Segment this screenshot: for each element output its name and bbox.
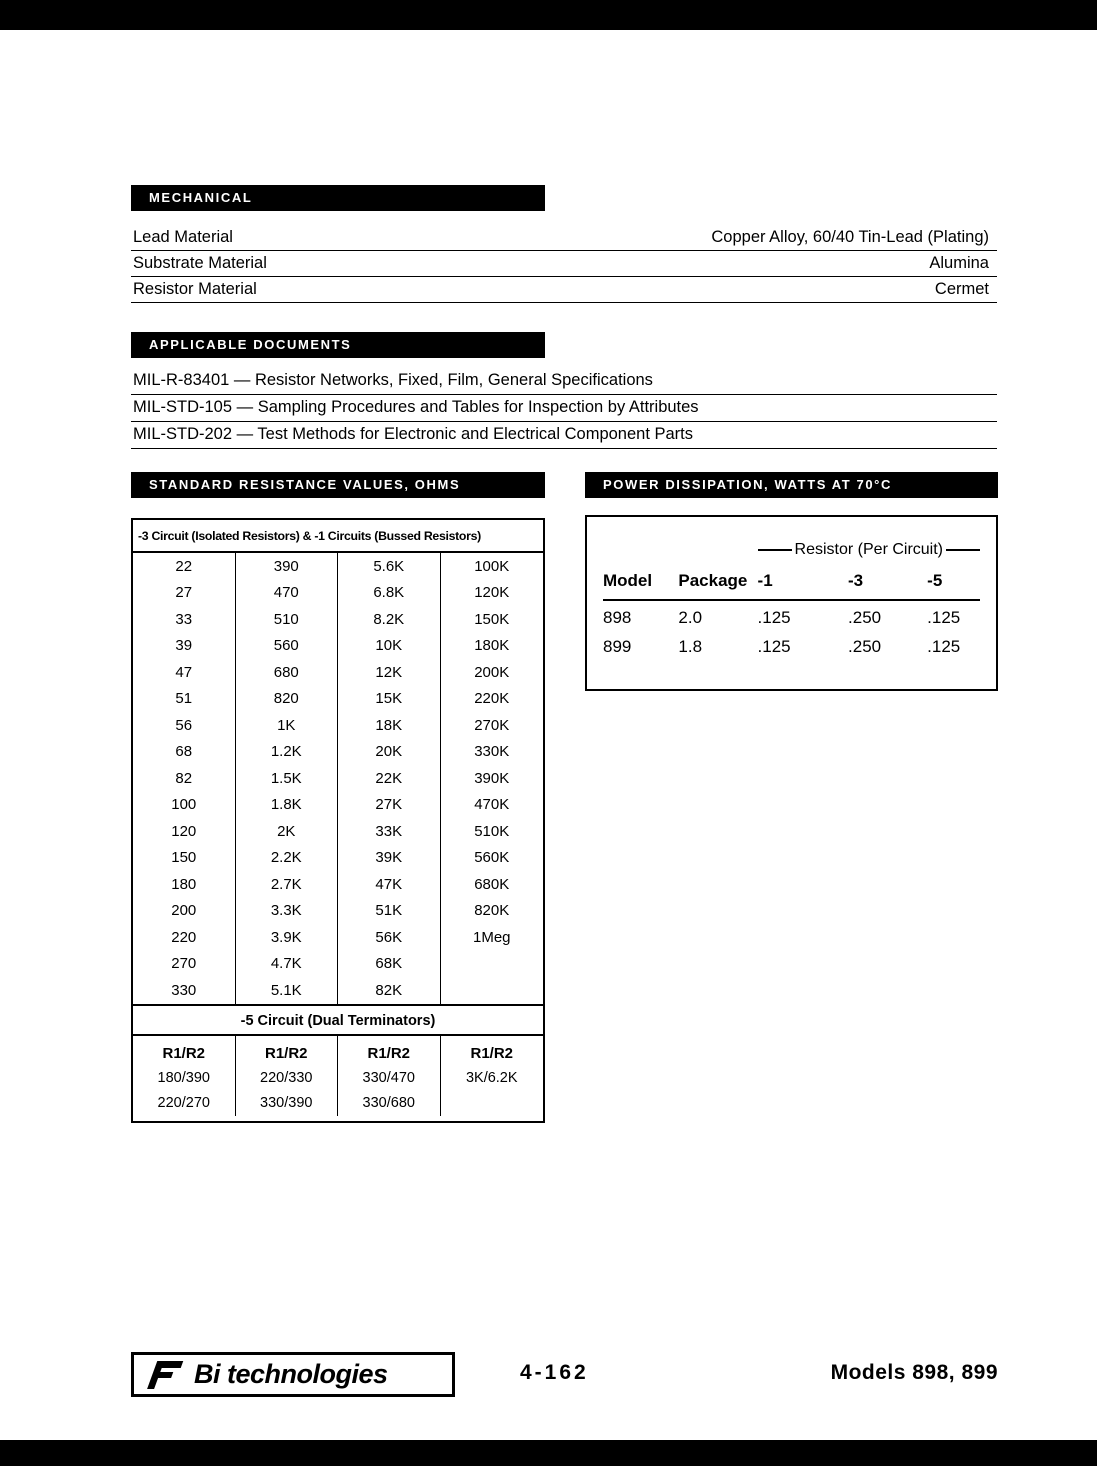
resistance-value: 680: [236, 659, 339, 686]
resistance-value: 3.9K: [236, 924, 339, 951]
resistance-value: 15K: [338, 686, 441, 713]
resistance-value: 560K: [474, 849, 510, 867]
bottom-rule-bar: [0, 1440, 1097, 1466]
power-dissipation-table: [585, 515, 998, 691]
resistance-value: 12K: [338, 659, 441, 686]
resistance-value: 100: [133, 792, 236, 819]
power-column-header: -5: [927, 569, 980, 600]
resistance-value: 820: [236, 686, 339, 713]
resistance-value: 680K: [474, 875, 510, 893]
power-group-header-row: [603, 541, 980, 569]
resistance-value: 51K: [338, 898, 441, 925]
resistance-value: 4.7K: [236, 951, 339, 978]
resistance-value: 56K: [338, 924, 441, 951]
resistance-value: 270: [133, 951, 236, 978]
resistance-value: 2.2K: [236, 845, 339, 872]
resistance-values-section-header: [131, 472, 545, 498]
resistance-value: 1K: [236, 712, 339, 739]
applicable-documents-section-header: [131, 332, 545, 358]
power-column-header: -1: [758, 569, 848, 600]
resistance-value: 39K: [338, 845, 441, 872]
resistance-value: 180K: [474, 637, 510, 655]
mechanical-spec-table: [131, 225, 997, 303]
resistance-value: 6.8K: [338, 580, 441, 607]
resistance-values-grid: [133, 553, 543, 1004]
spec-row: [131, 251, 997, 277]
resistance-value: 39: [133, 633, 236, 660]
dual-terminator-column-header: R1/R2: [338, 1036, 441, 1066]
resistance-value: 390: [236, 553, 339, 580]
spec-value: Cermet: [934, 280, 989, 298]
resistance-value: 22K: [338, 765, 441, 792]
dash-line: [758, 549, 792, 551]
power-table-body: [603, 600, 980, 659]
power-column-header: Package: [678, 569, 757, 600]
power-value: .125: [927, 637, 961, 656]
resistance-value: 68: [133, 739, 236, 766]
resistance-value: 8.2K: [338, 606, 441, 633]
bi-logo-icon: [142, 1359, 186, 1391]
spec-value: Copper Alloy, 60/40 Tin-Lead (Plating): [711, 228, 989, 246]
resistance-value: 5.1K: [236, 977, 339, 1004]
resistance-value: 27: [133, 580, 236, 607]
top-rule-bar: [0, 0, 1097, 30]
resistance-value: [441, 977, 544, 1004]
mechanical-section-header: [131, 185, 545, 211]
resistance-value: 20K: [338, 739, 441, 766]
resistance-value: 68K: [338, 951, 441, 978]
power-value: 898: [603, 608, 632, 627]
dual-terminator-value: 180/390: [133, 1066, 236, 1091]
power-value: .125: [927, 608, 961, 627]
resistance-value: 150K: [474, 610, 510, 628]
page-number: 4-162: [520, 1361, 589, 1384]
resistance-value: 1.5K: [236, 765, 339, 792]
power-data-row: [603, 600, 980, 630]
power-dissipation-section-header: [585, 472, 998, 498]
spec-label: Resistor Material: [133, 280, 257, 298]
resistance-value: 150: [133, 845, 236, 872]
power-value: .125: [757, 637, 791, 656]
resistance-value: 1.8K: [236, 792, 339, 819]
section-title: POWER DISSIPATION, WATTS AT 70°C: [603, 477, 892, 492]
resistance-value: 2K: [236, 818, 339, 845]
power-column-header: Model: [603, 569, 678, 600]
document-reference: MIL-STD-202 — Test Methods for Electronic and Electrical Component Parts: [131, 422, 997, 449]
resistance-value: 22: [133, 553, 236, 580]
document-reference: MIL-STD-105 — Sampling Procedures and Tables for Inspection by Attributes: [131, 395, 997, 422]
dual-terminator-column-header: R1/R2: [236, 1036, 339, 1066]
applicable-documents-list: [131, 368, 997, 449]
dual-terminator-value: 330/680: [338, 1091, 441, 1116]
power-value: .250: [848, 637, 882, 656]
resistance-value: 51: [133, 686, 236, 713]
dual-terminator-value: 220/270: [133, 1091, 236, 1116]
document-reference: MIL-R-83401 — Resistor Networks, Fixed, Film, General Specifications: [131, 368, 997, 395]
resistance-value: 200K: [474, 663, 510, 681]
dual-terminator-value: 3K/6.2K: [465, 1070, 518, 1086]
resistance-value: 5.6K: [338, 553, 441, 580]
resistance-value: 1.2K: [236, 739, 339, 766]
resistance-value: 33K: [338, 818, 441, 845]
resistance-value: 330: [133, 977, 236, 1004]
resistance-value: 220: [133, 924, 236, 951]
dual-terminator-column-header: R1/R2: [133, 1036, 236, 1066]
resistance-value: 3.3K: [236, 898, 339, 925]
resistance-value: 33: [133, 606, 236, 633]
resistance-value: 10K: [338, 633, 441, 660]
dual-terminator-value: 330/390: [236, 1091, 339, 1116]
resistance-value: [441, 951, 544, 978]
resistance-value: 56: [133, 712, 236, 739]
spec-label: Lead Material: [133, 228, 233, 246]
resistance-value: 100K: [474, 557, 510, 575]
resistor-per-circuit-header: [758, 541, 980, 559]
resistance-table-caption: -3 Circuit (Isolated Resistors) & -1 Circuits (Bussed Resistors): [133, 520, 543, 553]
power-value: .250: [848, 608, 882, 627]
resistance-value: 330K: [474, 743, 510, 761]
resistance-value: 200: [133, 898, 236, 925]
spec-row: [131, 277, 997, 303]
resistance-value: 820K: [474, 902, 510, 920]
spec-value: Alumina: [929, 254, 989, 272]
section-title: MECHANICAL: [149, 190, 253, 205]
resistance-value: 470: [236, 580, 339, 607]
power-value: .125: [757, 608, 791, 627]
models-label: Models 898, 899: [830, 1361, 998, 1384]
spec-row: [131, 225, 997, 251]
resistance-value: 220K: [474, 690, 510, 708]
resistance-value: 390K: [474, 769, 510, 787]
dual-terminator-value: [441, 1091, 544, 1116]
resistance-value: 82: [133, 765, 236, 792]
brand-name: Bi technologies: [194, 1359, 388, 1389]
power-table: [603, 541, 980, 659]
resistance-value: 270K: [474, 716, 510, 734]
section-title: APPLICABLE DOCUMENTS: [149, 337, 352, 352]
group-label: Resistor (Per Circuit): [794, 541, 944, 558]
power-data-row: [603, 630, 980, 659]
power-value: 1.8: [678, 637, 703, 656]
resistance-value: 2.7K: [236, 871, 339, 898]
resistance-value: 180: [133, 871, 236, 898]
resistance-value: 47: [133, 659, 236, 686]
power-value: 899: [603, 637, 632, 656]
resistance-value: 82K: [338, 977, 441, 1004]
power-column-header: -3: [848, 569, 927, 600]
spec-label: Substrate Material: [133, 254, 267, 272]
resistance-value: 18K: [338, 712, 441, 739]
resistance-value: 47K: [338, 871, 441, 898]
resistance-value: 510K: [474, 822, 510, 840]
resistance-value: 27K: [338, 792, 441, 819]
resistance-values-table: [131, 518, 545, 1123]
resistance-value: 560: [236, 633, 339, 660]
resistance-value: 470K: [474, 796, 510, 814]
dual-terminator-column-header: R1/R2: [470, 1045, 514, 1062]
dash-line: [946, 549, 980, 551]
dual-terminator-caption: -5 Circuit (Dual Terminators): [133, 1004, 543, 1036]
resistance-value: 120K: [474, 584, 510, 602]
dual-terminator-value: 220/330: [236, 1066, 339, 1091]
resistance-value: 120: [133, 818, 236, 845]
dual-terminator-grid: [133, 1036, 543, 1121]
resistance-value: 1Meg: [472, 928, 511, 946]
resistance-value: 510: [236, 606, 339, 633]
dual-terminator-value: 330/470: [338, 1066, 441, 1091]
power-header-row: [603, 569, 980, 600]
section-title: STANDARD RESISTANCE VALUES, OHMS: [149, 477, 461, 492]
power-value: 2.0: [678, 608, 703, 627]
brand-logo-box: [131, 1352, 455, 1397]
